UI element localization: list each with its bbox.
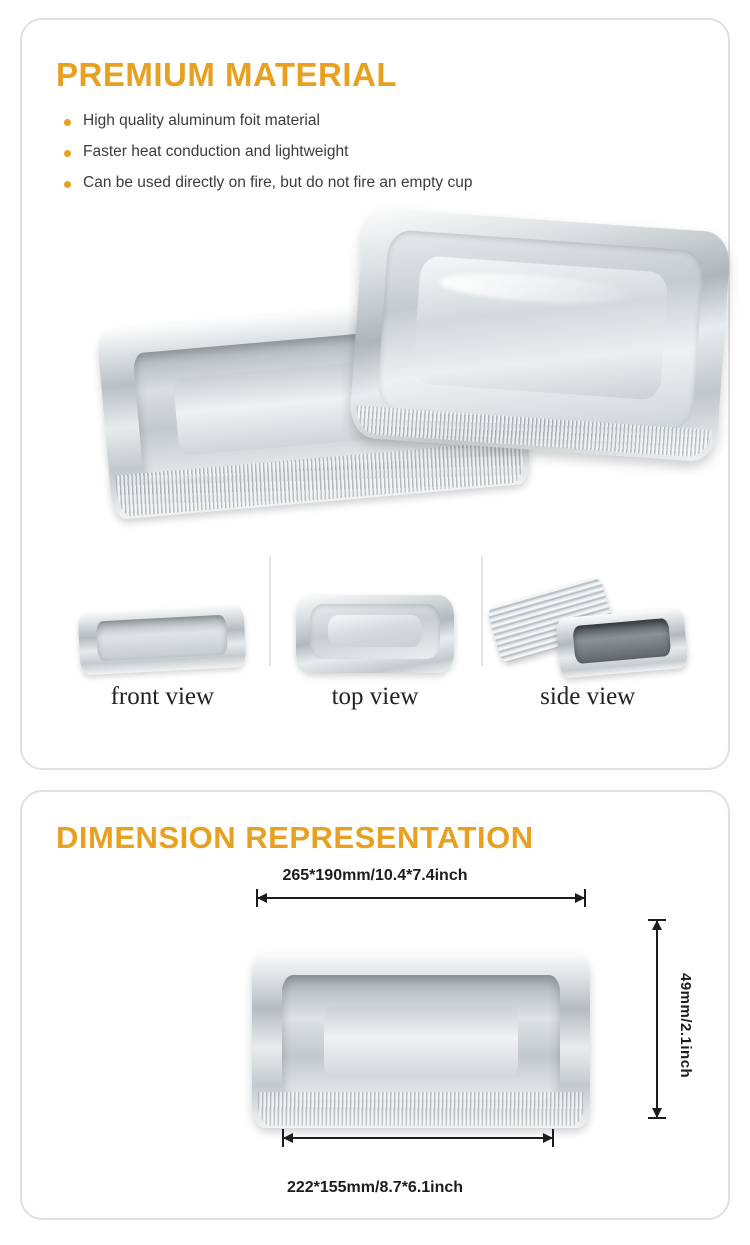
- tray-base: [324, 1005, 518, 1078]
- list-item: [56, 142, 694, 162]
- list-item: [56, 111, 694, 131]
- bullet-dot-icon: [64, 119, 71, 126]
- arrow-tip-right-icon: [543, 1133, 553, 1143]
- dimension-label-height: 49mm/2.1inch: [677, 973, 694, 1079]
- premium-material-title: PREMIUM MATERIAL: [56, 56, 398, 93]
- dimension-label-top: 265*190mm/10.4*7.4inch: [282, 867, 468, 884]
- top-view-lid-illustration: [296, 595, 454, 673]
- dimension-label-bottom: 222*155mm/8.7*6.1inch: [286, 1179, 464, 1196]
- view-cell-front: [56, 550, 269, 710]
- tray-ribbed-wall: [258, 1092, 584, 1126]
- hero-product-image: [56, 204, 694, 544]
- arrow-tip-right-icon: [575, 893, 585, 903]
- arrow-tip-top-icon: [652, 920, 662, 930]
- bullet-text: Faster heat conduction and lightweight: [83, 143, 349, 161]
- front-view-tray-illustration: [78, 605, 247, 676]
- dimension-diagram: [56, 867, 694, 1197]
- dimension-tray-illustration: [252, 953, 590, 1128]
- lid-center-panel: [328, 615, 422, 647]
- arrow-tip-left-icon: [283, 1133, 293, 1143]
- bullet-text: High quality aluminum foit material: [83, 112, 320, 129]
- dimension-arrow-height: [656, 919, 658, 1119]
- view-label-front: front view: [110, 682, 215, 710]
- tray-inner-cavity: [572, 618, 671, 664]
- view-cell-top: [269, 550, 482, 710]
- top-view-art: [269, 583, 482, 675]
- view-label-top: top view: [331, 682, 419, 710]
- premium-material-panel: [20, 18, 730, 770]
- dimension-representation-title: DIMENSION REPRESENTATION: [56, 820, 534, 855]
- list-item: [56, 173, 694, 193]
- dimension-representation-panel: [20, 790, 730, 1220]
- dimension-arrow-top: [256, 897, 586, 899]
- single-tray: [555, 607, 688, 678]
- product-views-row: [56, 550, 694, 710]
- arrow-tip-bottom-icon: [652, 1108, 662, 1118]
- side-view-stack-illustration: [488, 587, 688, 677]
- dimension-arrow-bottom: [282, 1137, 554, 1139]
- tray-inner-cavity: [96, 615, 228, 662]
- premium-material-bullet-list: [56, 111, 694, 193]
- bullet-text: Can be used directly on fire, but do not fire an empty cup: [83, 174, 473, 192]
- view-label-side: side view: [540, 682, 636, 710]
- view-cell-side: [481, 550, 694, 710]
- side-view-art: [481, 583, 694, 675]
- bullet-dot-icon: [64, 150, 71, 157]
- arrow-tip-left-icon: [257, 893, 267, 903]
- tray-lid-illustration: [348, 208, 731, 463]
- front-view-art: [56, 583, 269, 675]
- bullet-dot-icon: [64, 181, 71, 188]
